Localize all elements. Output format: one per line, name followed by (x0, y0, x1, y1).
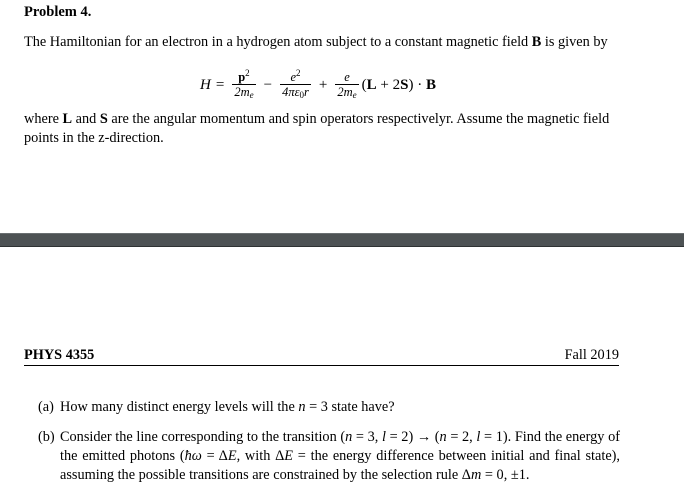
page-header (24, 347, 619, 364)
question-a (38, 398, 620, 417)
eq-eps-sub: 0 (299, 90, 305, 100)
eq-kinetic-fraction (232, 68, 255, 100)
qb-t4: = 2, (446, 429, 477, 445)
eq-2m-sub: e (249, 90, 254, 100)
eq-e-sup: 2 (296, 68, 301, 78)
where-L: L (62, 111, 73, 127)
qb-hbar: ħω (184, 448, 202, 464)
eq-p: p (238, 70, 246, 84)
where-p3: are the angular momentum and spin operators respectivelyr. Assume the magnetic field points in the z-direction. (24, 111, 610, 146)
qa-post: = 3 state have? (305, 399, 395, 415)
where-p1: where (24, 111, 63, 127)
question-b (38, 428, 620, 485)
eq-4pie: 4πε (282, 85, 300, 99)
semester: Fall 2019 (564, 347, 619, 363)
qb-t1: Consider the line corresponding to the transition ( (60, 429, 346, 445)
eq-plus2: + 2 (376, 76, 401, 93)
eq-paren-close: ) (408, 76, 414, 93)
eq-2m: 2m (234, 85, 250, 99)
eq-coulomb-fraction (280, 68, 311, 100)
eq-lhs: H (200, 76, 211, 93)
qb-t6: = Δ (201, 448, 228, 464)
eq-2m2-sub: e (352, 90, 357, 100)
qb-t3: = 2) → ( (385, 429, 440, 445)
intro-text-post: is given by (541, 34, 608, 50)
hamiltonian-equation (200, 65, 436, 105)
qb-t7: , with Δ (236, 448, 285, 464)
where-p2: and (72, 111, 100, 127)
question-a-label: (a) (38, 399, 54, 415)
qb-n2: n (439, 429, 447, 445)
course-code: PHYS 4355 (24, 347, 95, 363)
eq-dot: · (413, 76, 426, 93)
qb-E1: E (227, 448, 237, 464)
eq-B: B (425, 76, 436, 93)
eq-r: r (304, 85, 309, 99)
eq-2m2: 2m (337, 85, 353, 99)
header-rule (24, 365, 619, 366)
qb-E2: E (284, 448, 294, 464)
question-b-label: (b) (38, 429, 55, 445)
qb-t5: = 1). Find the energy of the emitted photons ( (60, 429, 620, 464)
eq-paren-open: ( (361, 76, 367, 93)
qa-n: n (298, 399, 306, 415)
qb-t2: = 3, (352, 429, 382, 445)
where-paragraph (24, 110, 644, 148)
eq-S: S (400, 76, 409, 93)
eq-plus: + (318, 76, 328, 93)
eq-L: L (366, 76, 377, 93)
eq-e2: e (344, 70, 350, 84)
eq-minus: − (263, 76, 273, 93)
qb-m: m (471, 467, 482, 483)
intro-bold-b: B (531, 34, 542, 50)
eq-p-sup: 2 (245, 68, 250, 78)
problem-title: Problem 4. (24, 4, 92, 20)
qb-t9: = 0, ±1. (481, 467, 530, 483)
page-divider (0, 233, 684, 247)
where-S: S (99, 111, 108, 127)
intro-text-pre: The Hamiltonian for an electron in a hydrogen atom subject to a constant magnetic field (24, 34, 532, 50)
qa-pre: How many distinct energy levels will the (60, 399, 299, 415)
qb-l1: l (381, 429, 386, 445)
qb-t8: = the energy difference between initial and final state), assuming the possible transitions are constrained by the selection rule Δ (60, 448, 620, 483)
eq-e: e (290, 70, 296, 84)
qb-l2: l (476, 429, 481, 445)
intro-paragraph (24, 33, 644, 52)
eq-equals: = (215, 76, 225, 93)
eq-zeeman-fraction (335, 71, 358, 99)
qb-n1: n (345, 429, 353, 445)
